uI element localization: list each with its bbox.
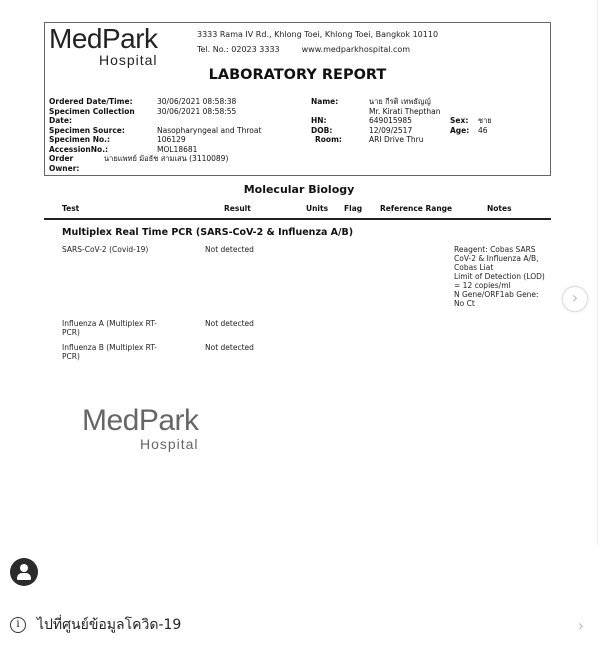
logo-sub: Hospital bbox=[98, 52, 158, 68]
address: 3333 Rama IV Rd., Khlong Toei, Khlong Toei, Bangkok 10110 bbox=[197, 30, 439, 39]
collection-date: 30/06/2021 08:58:55 bbox=[157, 106, 237, 116]
label: AccessionNo.: bbox=[49, 144, 109, 154]
test-name: SARS-CoV-2 (Covid-19) bbox=[62, 245, 149, 254]
hn: 649015985 bbox=[369, 116, 412, 125]
logo-sub: Hospital bbox=[139, 436, 199, 452]
specimen-no: 106129 bbox=[157, 135, 186, 144]
label: DOB: bbox=[311, 125, 333, 135]
room: ARI Drive Thru bbox=[369, 135, 424, 144]
user-icon bbox=[20, 564, 28, 572]
specimen-source: Nasopharyngeal and Throat bbox=[157, 125, 262, 135]
divider bbox=[44, 218, 551, 220]
report-title: LABORATORY REPORT bbox=[208, 67, 387, 83]
logo-text: MedPark bbox=[82, 404, 199, 437]
patient-name-en: Mr. Kirati Thepthan bbox=[369, 106, 441, 116]
label: Age: bbox=[450, 125, 470, 135]
order-owner: นายแพทย์ ม้อธัช สามเสน (3110089) bbox=[104, 154, 229, 163]
website: www.medparkhospital.com bbox=[301, 45, 411, 54]
medpark-logo-large bbox=[82, 405, 199, 451]
section-title: Molecular Biology bbox=[243, 183, 355, 196]
label: Name: bbox=[311, 97, 339, 106]
label: Specimen No.: bbox=[49, 135, 111, 144]
order-info bbox=[49, 97, 261, 173]
covid-link-label: ไปที่ศูนย์ข้อมูลโควิด-19 bbox=[37, 617, 182, 633]
test-name: Influenza A (Multiplex RT-PCR) bbox=[62, 319, 157, 337]
col-notes: Notes bbox=[487, 204, 512, 213]
medpark-logo bbox=[49, 25, 158, 67]
accession-no: MOL18681 bbox=[157, 144, 198, 154]
telephone: Tel. No.: 02023 3333 bbox=[197, 45, 280, 54]
info-icon: i bbox=[10, 617, 26, 633]
age: 46 bbox=[478, 125, 488, 135]
chevron-right-icon: › bbox=[577, 615, 584, 635]
patient-name-th: นาย กีรติ เทพธัญญ์ bbox=[369, 97, 431, 106]
sex: ชาย bbox=[478, 116, 492, 125]
logo-text: MedPark bbox=[49, 23, 158, 54]
carousel-next-button[interactable] bbox=[562, 286, 588, 312]
report-header bbox=[44, 22, 551, 176]
label: Ordered Date/Time: bbox=[49, 97, 133, 106]
col-units: Units bbox=[306, 204, 329, 213]
label: HN: bbox=[311, 116, 327, 125]
label: Order Owner: bbox=[49, 154, 80, 173]
label: Specimen Source: bbox=[49, 125, 125, 135]
label: Sex: bbox=[450, 116, 469, 125]
label: Room: bbox=[315, 135, 342, 144]
test-notes: Reagent: Cobas SARS CoV-2 & Influenza A/B, Cobas Liat Limit of Detection (LOD) = 12 copies/ml N Gene/ORF1ab Gene: No Ct bbox=[454, 245, 545, 308]
test-result: Not detected bbox=[205, 245, 254, 254]
user-avatar[interactable] bbox=[10, 558, 38, 586]
col-test: Test bbox=[62, 204, 80, 213]
address-block bbox=[197, 27, 438, 57]
dob: 12/09/2517 bbox=[369, 125, 413, 135]
label: Specimen Collection Date: bbox=[49, 106, 135, 125]
col-result: Result bbox=[224, 204, 251, 213]
covid-info-link[interactable] bbox=[10, 612, 588, 638]
test-name: Influenza B (Multiplex RT-PCR) bbox=[62, 343, 157, 361]
test-result: Not detected bbox=[205, 343, 254, 352]
col-reference-range: Reference Range bbox=[380, 204, 453, 213]
col-flag: Flag bbox=[344, 204, 363, 213]
patient-info bbox=[311, 97, 492, 145]
chevron-right-icon: › bbox=[571, 288, 579, 307]
test-group-title: Multiplex Real Time PCR (SARS-CoV-2 & Influenza A/B) bbox=[62, 227, 354, 238]
ordered-date: 30/06/2021 08:58:38 bbox=[157, 97, 237, 106]
test-result: Not detected bbox=[205, 319, 254, 328]
